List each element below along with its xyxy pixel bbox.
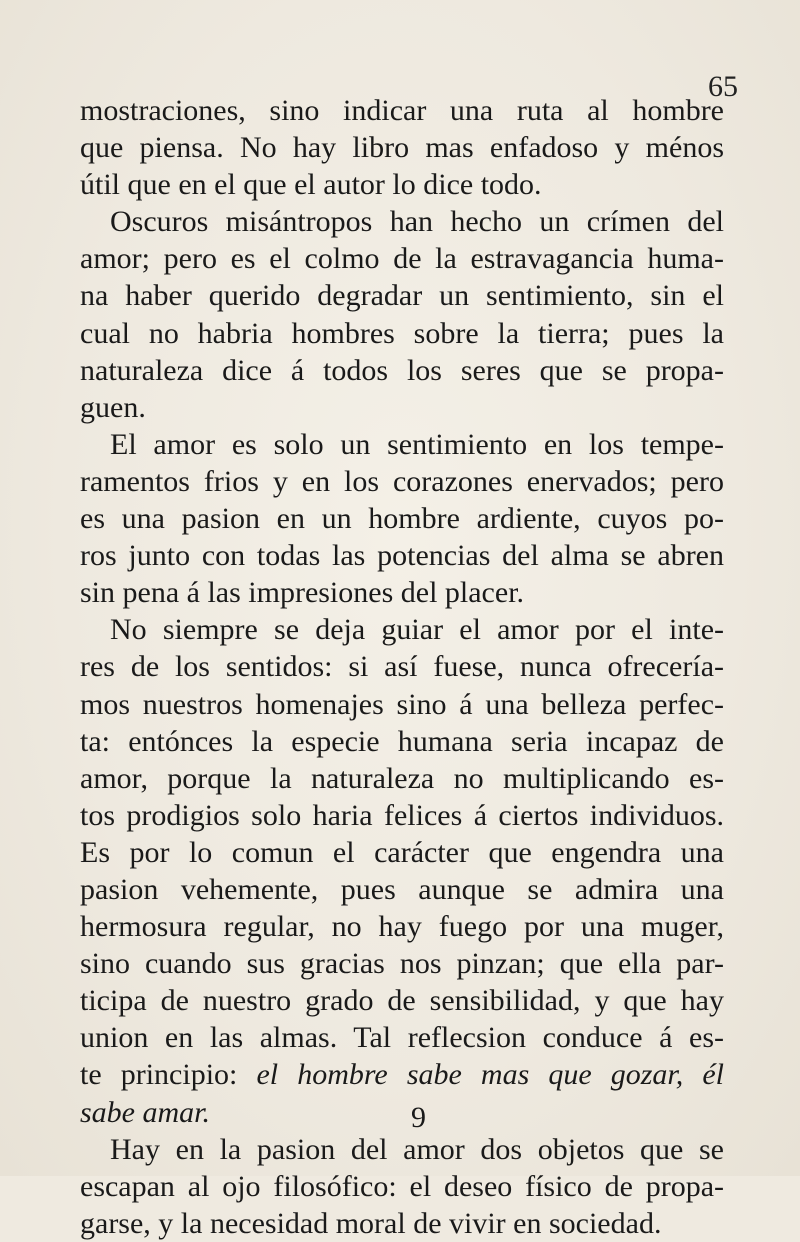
text-line-roman: sino cuando sus gracias nos pinzan; que ella par- (80, 947, 724, 981)
text-line (80, 1131, 724, 1168)
text-line-roman: es una pasion en un hombre ardiente, cuyos po- (80, 502, 724, 536)
text-line-roman: Es por lo comun el carácter que engendra una (80, 835, 724, 869)
text-line-roman: guen. (80, 390, 146, 424)
text-line-roman: mos nuestros homenajes sino á una belleza perfec- (80, 687, 724, 721)
text-line-roman: garse, y la necesidad moral de vivir en sociedad. (80, 1206, 662, 1240)
text-line-roman: ramentos frios y en los corazones enervados; pero (80, 464, 724, 498)
text-line (80, 500, 724, 537)
text-line (80, 1019, 724, 1056)
text-line (80, 463, 724, 500)
text-line (80, 277, 724, 314)
text-line-roman: amor; pero es el colmo de la estravagancia huma- (80, 242, 724, 276)
text-line-roman: El amor es solo un sentimiento en los tempe- (110, 427, 724, 461)
text-line (80, 129, 724, 166)
text-line (80, 797, 724, 834)
text-line-roman: útil que en el que el autor lo dice todo. (80, 168, 542, 202)
text-line (80, 315, 724, 352)
text-line (80, 1205, 724, 1242)
body-text (80, 92, 724, 1242)
text-line-roman: hermosura regular, no hay fuego por una muger, (80, 910, 724, 944)
text-line (80, 611, 724, 648)
text-line (80, 92, 724, 129)
text-line-roman: tos prodigios solo haria felices á ciertos individuos. (80, 798, 724, 832)
text-line (80, 166, 724, 203)
text-line-roman: Oscuros misántropos han hecho un crímen del (110, 205, 724, 239)
text-line-roman: na haber querido degradar un sentimiento, sin el (80, 279, 724, 313)
text-line (80, 426, 724, 463)
text-line (80, 1056, 724, 1093)
page-number: 65 (708, 70, 738, 103)
text-line-roman: union en las almas. Tal reflecsion conduce á es- (80, 1021, 724, 1055)
text-line-roman: escapan al ojo filosófico: el deseo físico de propa- (80, 1169, 724, 1203)
text-line-roman: No siempre se deja guiar el amor por el inte- (110, 613, 724, 647)
text-line (80, 723, 724, 760)
signature-mark: 9 (411, 1101, 426, 1134)
text-line-roman: amor, porque la naturaleza no multiplicando es- (80, 761, 724, 795)
text-line (80, 574, 724, 611)
text-line-roman: te principio: (80, 1058, 257, 1092)
text-line-roman: pasion vehemente, pues aunque se admira una (80, 872, 724, 906)
text-line-roman: sin pena á las impresiones del placer. (80, 576, 525, 610)
text-line-roman: Hay en la pasion del amor dos objetos que se (110, 1132, 724, 1166)
text-line (80, 834, 724, 871)
text-line (80, 389, 724, 426)
text-line (80, 240, 724, 277)
text-line-roman: ta: entónces la especie humana seria incapaz de (80, 724, 724, 758)
text-line (80, 648, 724, 685)
text-line (80, 686, 724, 723)
text-line (80, 1094, 724, 1134)
text-line (80, 352, 724, 389)
text-line (80, 203, 724, 240)
text-line (80, 945, 724, 982)
text-line (80, 1168, 724, 1205)
text-line-roman: naturaleza dice á todos los seres que se propa- (80, 353, 724, 387)
text-line-roman: res de los sentidos: si así fuese, nunca ofrecería- (80, 650, 724, 684)
text-line-roman: cual no habria hombres sobre la tierra; pues la (80, 316, 724, 350)
text-line-roman: ticipa de nuestro grado de sensibilidad, y que hay (80, 984, 724, 1018)
text-line-roman: ros junto con todas las potencias del alma se abren (80, 539, 724, 573)
text-line-roman: que piensa. No hay libro mas enfadoso y ménos (80, 131, 724, 165)
text-line-roman: mostraciones, sino indicar una ruta al hombre (80, 94, 724, 127)
text-line (80, 537, 724, 574)
text-line-italic: el hombre sabe mas que gozar, él (256, 1058, 724, 1092)
text-line (80, 982, 724, 1019)
text-line (80, 871, 724, 908)
text-line (80, 908, 724, 945)
text-line-italic: sabe amar. (80, 1095, 211, 1129)
text-line (80, 760, 724, 797)
